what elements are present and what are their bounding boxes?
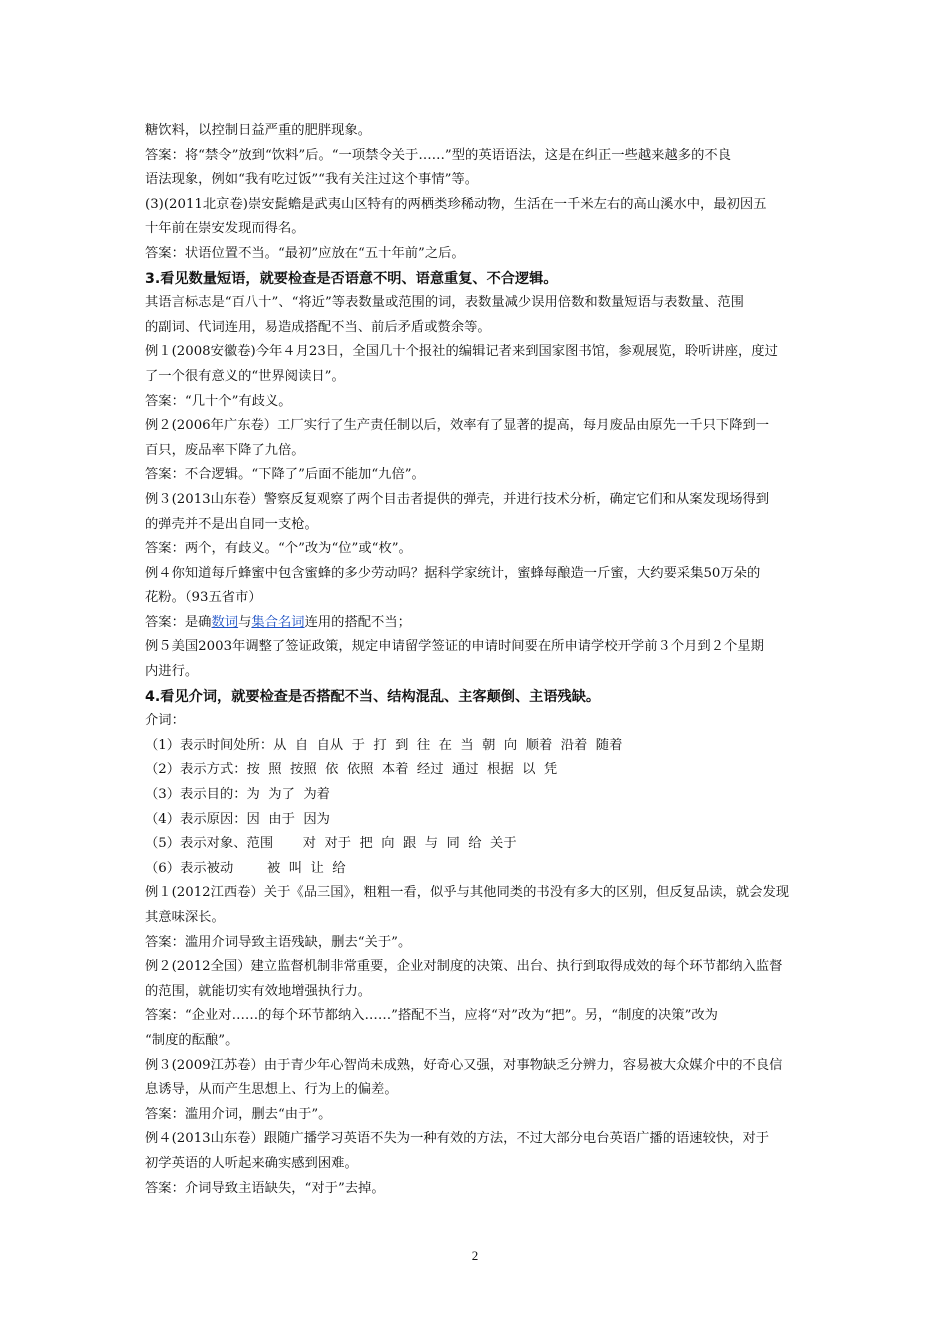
answer-line-with-links [145, 611, 810, 636]
page-number: 2 [471, 1248, 479, 1263]
text-line: 例１(2008安徽卷)今年４月23日，全国几十个报社的编辑记者来到国家图书馆，参观展览，聆听讲座，度过 [145, 344, 778, 360]
text-line: 其语言标志是“百八十”、“将近”等表数量或范围的词，表数量减少误用倍数和数量短语与表数量、范围 [145, 295, 744, 311]
text-line: 例１(2012江西卷）关于《品三国》，粗粗一看，似乎与其他同类的书没有多大的区别，但反复品读，就会发现 [145, 885, 790, 901]
text-line: (3)(2011北京卷)崇安髭蟾是武夷山区特有的两栖类珍稀动物，生活在一千米左右的高山溪水中，最初因五 [145, 196, 767, 212]
text-line: 例４你知道每斤蜂蜜中包含蜜蜂的多少劳动吗？据科学家统计，蜜蜂每酿造一斤蜜，大约要采集50万朵的 [145, 565, 761, 581]
text-line: 的副词、代词连用，易造成搭配不当、前后矛盾或赘余等。 [145, 319, 491, 335]
section-heading-4: 4.看见介词，就要检查是否搭配不当、结构混乱、主客颠倒、主语残缺。 [145, 688, 601, 705]
text-line: 答案：“企业对……的每个环节都纳入……”搭配不当，应将“对”改为“把”。另，“制度的决策”改为 [145, 1008, 718, 1024]
text-line: 答案：状语位置不当。“最初”应放在“五十年前”之后。 [145, 245, 465, 261]
text-line: 答案：不合逻辑。“下降了”后面不能加“九倍”。 [145, 467, 425, 483]
text-line: 花粉。（93五省市） [145, 590, 262, 606]
answer-suffix: 连用的搭配不当； [304, 614, 411, 630]
preposition-list-item: （5）表示对象、范围 对 对于 把 向 跟 与 同 给 关于 [145, 836, 517, 852]
text-line: 其意味深长。 [145, 910, 225, 925]
text-line: 例３(2009江苏卷）由于青少年心智尚未成熟，好奇心又强，对事物缺乏分辨力，容易被大众媒介中的不良信 [145, 1057, 783, 1073]
text-line: 答案：介词导致主语缺失，“对于”去掉。 [145, 1180, 385, 1196]
link-numeral[interactable]: 数词 [211, 614, 239, 630]
text-line: 十年前在崇安发现而得名。 [145, 221, 305, 237]
preposition-list-item: （3）表示目的：为 为了 为着 [145, 787, 330, 803]
text-line: 答案：“几十个”有歧义。 [145, 393, 292, 409]
text-line: 答案：滥用介词导致主语残缺，删去“关于”。 [145, 934, 412, 950]
text-line: 百只，废品率下降了九倍。 [145, 442, 305, 458]
link-collective-noun[interactable]: 集合名词 [251, 614, 305, 630]
text-line: 了一个很有意义的“世界阅读日”。 [145, 368, 345, 384]
page-body [145, 119, 810, 1201]
answer-mid: 与 [238, 614, 252, 630]
text-line: 的范围，就能切实有效地增强执行力。 [145, 983, 372, 999]
section-heading-3: 3.看见数量短语，就要检查是否语意不明、语意重复、不合逻辑。 [145, 270, 558, 287]
answer-prefix: 答案：是确 [145, 614, 212, 630]
text-line: 介词： [145, 713, 185, 729]
text-line: 答案：将“禁令”放到“饮料”后。“一项禁令关于……”型的英语语法，这是在纠正一些越来越多的不良 [145, 147, 731, 163]
text-line: 答案：两个，有歧义。“个”改为“位”或“枚”。 [145, 541, 412, 557]
text-line: 例３(2013山东卷）警察反复观察了两个目击者提供的弹壳，并进行技术分析，确定它们和从案发现场得到 [145, 491, 770, 507]
preposition-list-item: （6）表示被动 被 叫 让 给 [145, 860, 346, 876]
text-line: 的弹壳并不是出自同一支枪。 [145, 516, 318, 532]
text-line: 息诱导，从而产生思想上、行为上的偏差。 [145, 1082, 398, 1098]
text-line: 例２(2006年广东卷）工厂实行了生产责任制以后，效率有了显著的提高，每月废品由原先一千只下降到一 [145, 418, 770, 434]
text-line: 例５美国2003年调整了签证政策，规定申请留学签证的申请时间要在所申请学校开学前３个月到２个星期 [145, 639, 764, 655]
preposition-list-item: （2）表示方式：按 照 按照 依 依照 本着 经过 通过 根据 以 凭 [145, 762, 558, 778]
text-line: 例２(2012全国）建立监督机制非常重要，企业对制度的决策、出台、执行到取得成效的每个环节都纳入监督 [145, 959, 783, 975]
text-line: 语法现象，例如“我有吃过饭”“我有关注过这个事情”等。 [145, 172, 479, 188]
text-line: 初学英语的人听起来确实感到困难。 [145, 1155, 358, 1171]
preposition-list-item: （4）表示原因：因 由于 因为 [145, 811, 330, 827]
text-line: 例４(2013山东卷）跟随广播学习英语不失为一种有效的方法，不过大部分电台英语广播的语速较快，对于 [145, 1131, 770, 1147]
text-line: “制度的酝酿”。 [145, 1032, 239, 1048]
text-line: 糖饮料，以控制日益严重的肥胖现象。 [145, 123, 372, 138]
text-line: 内进行。 [145, 664, 199, 680]
preposition-list-item: （1）表示时间处所：从 自 自从 于 打 到 往 在 当 朝 向 顺着 沿着 随着 [145, 737, 623, 753]
text-line: 答案：滥用介词，删去“由于”。 [145, 1106, 332, 1122]
